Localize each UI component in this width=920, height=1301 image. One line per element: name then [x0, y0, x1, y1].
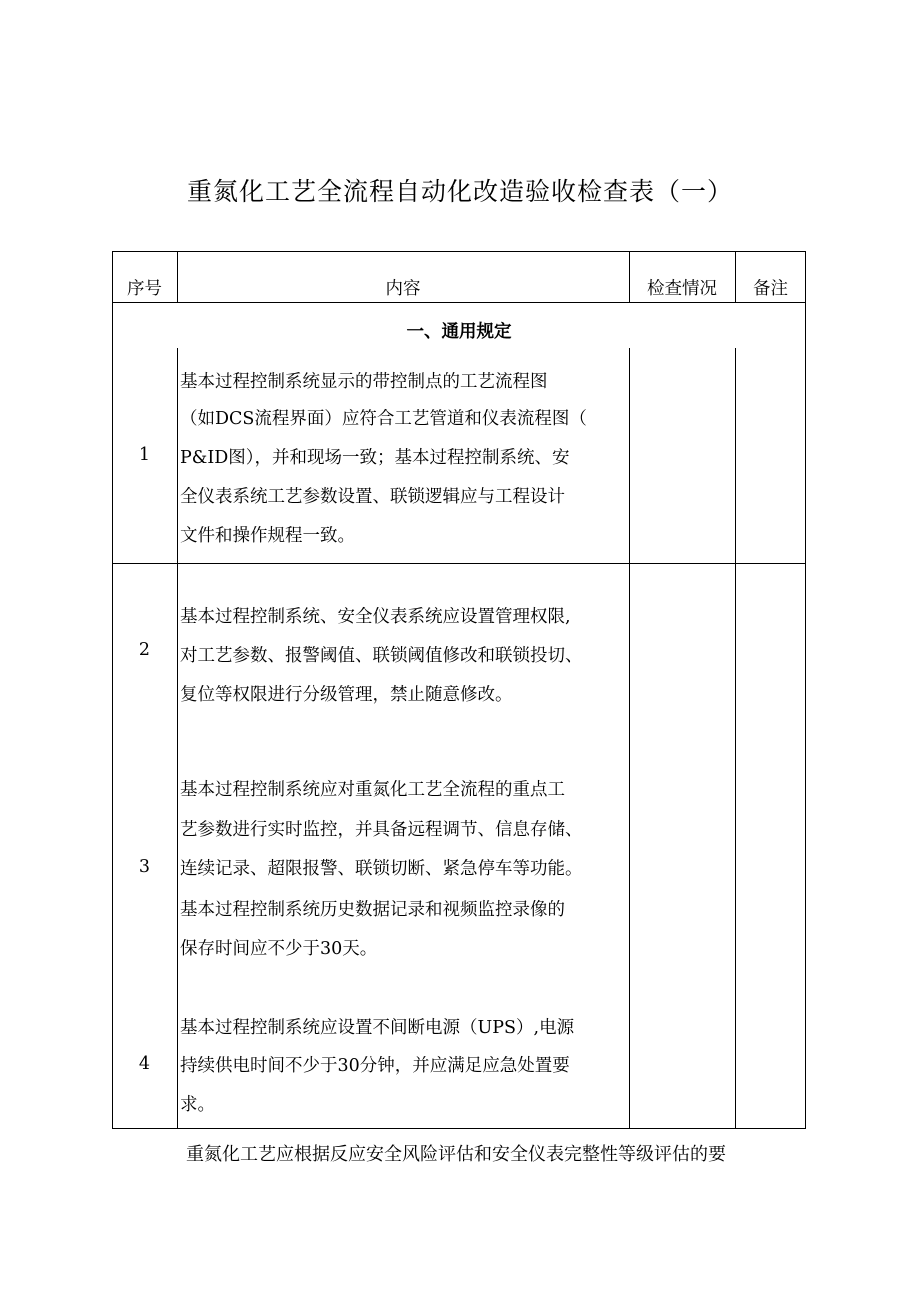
row-4-line-1: 基本过程控制系统应设置不间断电源（UPS）,电源 — [180, 1018, 575, 1038]
row-3-line-1: 基本过程控制系统应对重氮化工艺全流程的重点工 — [180, 780, 565, 800]
footer-paragraph: 重氮化工艺应根据反应安全风险评估和安全仪表完整性等级评估的要 — [186, 1144, 726, 1165]
header-check: 检查情况 — [647, 279, 717, 299]
row-3-line-2: 艺参数进行实时监控，并具备远程调节、信息存储、 — [180, 820, 583, 840]
row-1-line-4: 全仪表系统工艺参数设置、联锁逻辑应与工程设计 — [180, 487, 565, 507]
col-divider-2-body — [629, 348, 630, 1129]
row-4-no: 4 — [138, 1054, 151, 1074]
col-divider-1-body — [177, 348, 178, 1129]
row-1-line-1: 基本过程控制系统显示的带控制点的工艺流程图 — [180, 372, 548, 392]
row-4-line-2: 持续供电时间不少于30分钟，并应满足应急处置要 — [180, 1056, 570, 1076]
row-3-no: 3 — [138, 857, 151, 877]
row-1-line-3: P&ID图），并和现场一致；基本过程控制系统、安 — [180, 448, 570, 468]
section-heading: 一、通用规定 — [406, 322, 512, 342]
row-1-line-5: 文件和操作规程一致。 — [180, 526, 355, 546]
row-2-line-1: 基本过程控制系统、安全仪表系统应设置管理权限, — [180, 607, 571, 627]
col-divider-3-body — [735, 348, 736, 1129]
row-2-line-3: 复位等权限进行分级管理，禁止随意修改。 — [180, 685, 513, 705]
row-1-line-2: （如DCS流程界面）应符合工艺管道和仪表流程图（ — [180, 409, 587, 429]
row1-bottom-line — [112, 563, 806, 564]
row-2-no: 2 — [138, 640, 151, 660]
row-1-no: 1 — [138, 445, 151, 465]
header-content: 内容 — [385, 279, 421, 299]
row-3-line-3: 连续记录、超限报警、联锁切断、紧急停车等功能。 — [180, 859, 583, 879]
document-title: 重氮化工艺全流程自动化改造验收检查表（一） — [186, 177, 733, 206]
row-3-line-5: 保存时间应不少于30天。 — [180, 939, 378, 959]
header-no: 序号 — [127, 279, 162, 299]
row-2-line-2: 对工艺参数、报警阈值、联锁阈值修改和联锁投切、 — [180, 646, 583, 666]
row-4-line-3: 求。 — [180, 1095, 215, 1115]
row-3-line-4: 基本过程控制系统历史数据记录和视频监控录像的 — [180, 900, 565, 920]
header-note: 备注 — [753, 279, 788, 299]
